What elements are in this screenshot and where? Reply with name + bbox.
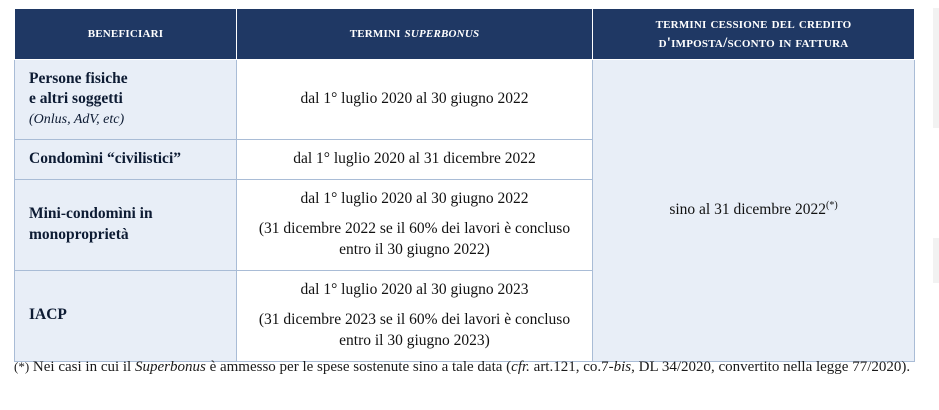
footnote-italic-superbonus: Superbonus <box>134 359 206 375</box>
beneficiary-label: IACP <box>29 306 67 324</box>
cessione-footnote-marker: (*) <box>826 200 838 212</box>
cessione-value: sino al 31 dicembre 2022 <box>669 201 827 219</box>
column-header-termini-superbonus <box>237 9 593 60</box>
termini-main-text: dal 1° luglio 2020 al 30 giugno 2022 <box>300 89 529 107</box>
superbonus-deadlines-table <box>14 8 915 362</box>
footnote-text-part2: è ammesso per le spese sostenute sino a tale data ( <box>205 359 512 375</box>
footnote-text-part1: Nei casi in cui il <box>29 359 135 375</box>
footnote-marker: (*) <box>14 359 30 374</box>
beneficiary-cell <box>15 270 237 361</box>
page-right-margin-mid <box>933 238 939 283</box>
table-body <box>15 59 915 361</box>
page-right-margin-top <box>933 8 939 128</box>
termini-cell <box>237 180 593 271</box>
column-header-beneficiari: beneficiari <box>15 9 237 60</box>
termini-cell <box>237 270 593 361</box>
beneficiary-label: Condomìni “civilistici” <box>29 150 181 168</box>
termini-main-text: dal 1° luglio 2020 al 30 giugno 2022 <box>300 190 529 208</box>
termini-cell <box>237 140 593 180</box>
column-header-superbonus-word: superbonus <box>404 25 480 42</box>
beneficiary-cell <box>15 140 237 180</box>
beneficiary-note: (Onlus, AdV, etc) <box>29 112 125 128</box>
column-header-termini-prefix: termini <box>349 25 405 42</box>
beneficiary-cell <box>15 59 237 140</box>
column-header-termini-cessione: termini cessione del credito d'imposta/sconto in fattura <box>593 9 915 60</box>
table-header-row <box>15 9 915 60</box>
footnote-italic-bis: bis <box>613 359 632 375</box>
footnote-text-part4: , DL 34/2020, convertito nella legge 77/2020). <box>631 359 911 375</box>
beneficiary-label-line2: e altri soggetti <box>29 90 123 108</box>
footnote-text-part3: art.121, co.7- <box>529 359 614 375</box>
termini-main-text: dal 1° luglio 2020 al 31 dicembre 2022 <box>293 150 536 168</box>
termini-extra-text: (31 dicembre 2023 se il 60% dei lavori è concluso entro il 30 giugno 2023) <box>258 310 571 349</box>
cessione-cell <box>593 59 915 361</box>
termini-cell <box>237 59 593 140</box>
footnote-italic-cfr: cfr. <box>511 359 530 375</box>
page-left-margin <box>0 8 3 348</box>
table-row <box>15 59 915 140</box>
document-page <box>0 8 939 410</box>
footnote <box>14 356 919 379</box>
beneficiary-label-line1: Mini-condomìni in <box>29 205 153 223</box>
beneficiary-label-line1: Persone fisiche <box>29 69 128 87</box>
termini-main-text: dal 1° luglio 2020 al 30 giugno 2023 <box>300 280 529 298</box>
beneficiary-cell <box>15 180 237 271</box>
termini-extra-text: (31 dicembre 2022 se il 60% dei lavori è concluso entro il 30 giugno 2022) <box>258 220 571 258</box>
beneficiary-label-line2: monoproprietà <box>29 226 129 244</box>
table-header <box>15 9 915 60</box>
